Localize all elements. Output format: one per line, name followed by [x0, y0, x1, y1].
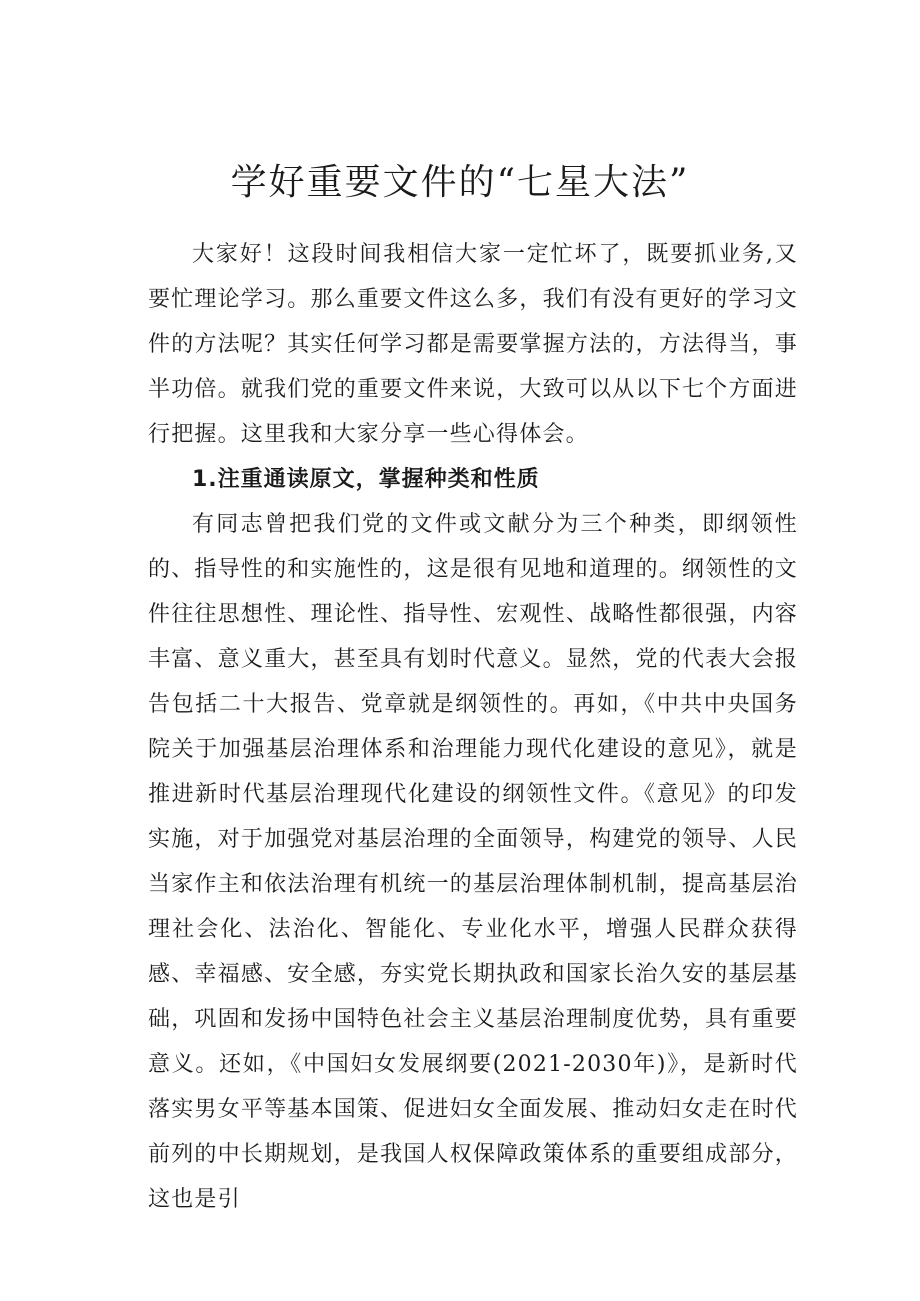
section-heading-1: 1.注重通读原文，掌握种类和性质: [192, 467, 540, 492]
document-body: [148, 232, 798, 1222]
section-1-paragraph: 有同志曾把我们党的文件或文献分为三个种类，即纲领性的、指导性的和实施性的，这是很有见地和道理的。纲领性的文件往往思想性、理论性、指导性、宏观性、战略性都很强，内容丰富、意义重大，甚至具有划时代意义。显然，党的代表大会报告包括二十大报告、党章就是纲领性的。再如，《中共中央国务院关于加强基层治理体系和治理能力现代化建设的意见》，就是推进新时代基层治理现代化建设的纲领性文件。《意见》的印发实施，对于加强党对基层治理的全面领导，构建党的领导、人民当家作主和依法治理有机统一的基层治理体制机制，提高基层治理社会化、法治化、智能化、专业化水平，增强人民群众获得感、幸福感、安全感，夯实党长期执政和国家长治久安的基层基础，巩固和发扬中国特色社会主义基层治理制度优势，具有重要意义。还如，《中国妇女发展纲要(2021-2030年)》，是新时代落实男女平等基本国策、促进妇女全面发展、推动妇女走在时代前列的中长期规划，是我国人权保障政策体系的重要组成部分，这也是引: [148, 512, 798, 1212]
document-title: 学好重要文件的“七星大法”: [230, 162, 690, 203]
intro-paragraph: 大家好！这段时间我相信大家一定忙坏了，既要抓业务,又要忙理论学习。那么重要文件这么多，我们有没有更好的学习文件的方法呢？其实任何学习都是需要掌握方法的，方法得当，事半功倍。就我们党的重要文件来说，大致可以从以下七个方面进行把握。这里我和大家分享一些心得体会。: [148, 242, 798, 447]
